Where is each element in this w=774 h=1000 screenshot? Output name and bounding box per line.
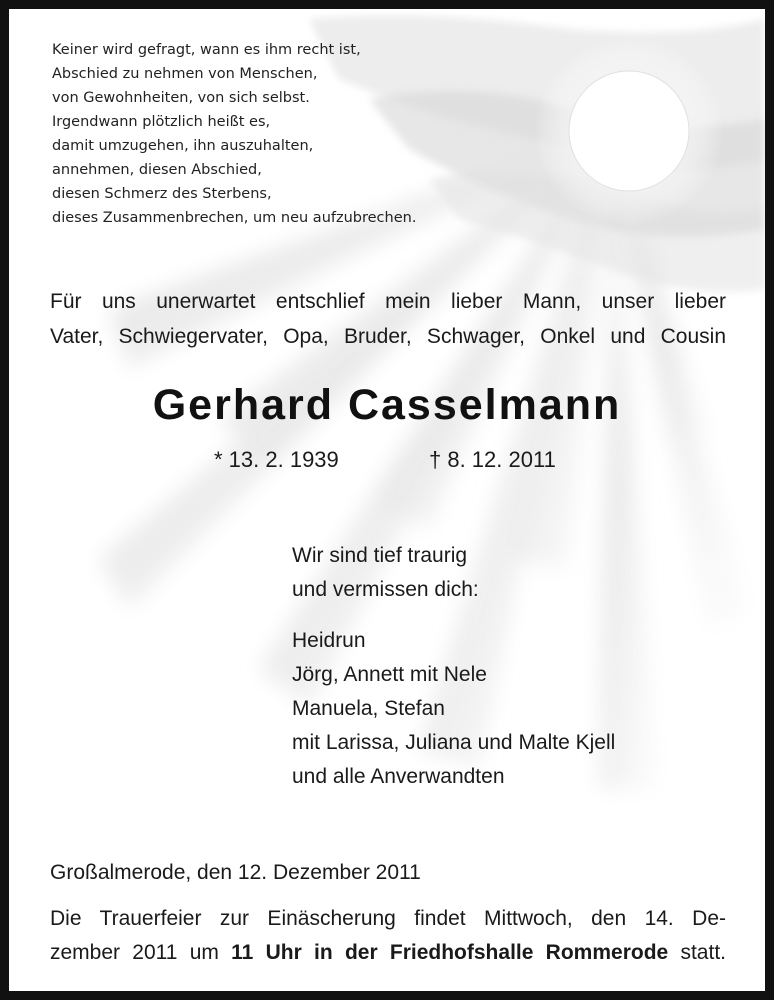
funeral-prefix: zember 2011 um [50, 941, 232, 964]
funeral-location: 11 Uhr in der Friedhofshalle Rommerode [231, 941, 669, 964]
announcement-intro [50, 284, 726, 354]
death-date: † 8. 12. 2011 [429, 447, 556, 472]
family-member: Heidrun [292, 629, 366, 652]
poem-line: von Gewohnheiten, von sich selbst. [52, 90, 310, 106]
intro-line: Für uns unerwartet entschlief mein lieber Mann, unser lieber [50, 290, 726, 313]
intro-line: Vater, Schwiegervater, Opa, Bruder, Schwager, Onkel und Cousin [50, 325, 726, 348]
poem-line: damit umzugehen, ihn auszuhalten, [52, 138, 314, 154]
family-member: und alle Anverwandten [292, 765, 505, 788]
funeral-info [50, 902, 726, 970]
funeral-suffix: statt. [668, 941, 726, 964]
grief-statement [292, 539, 732, 607]
grief-line: Wir sind tief traurig [292, 544, 468, 567]
birth-date: * 13. 2. 1939 [214, 447, 339, 472]
family-list [292, 624, 732, 794]
poem-line: annehmen, diesen Abschied, [52, 162, 262, 178]
poem [52, 38, 512, 230]
sun-disc [569, 71, 689, 191]
family-member: Manuela, Stefan [292, 697, 445, 720]
funeral-line: Die Trauerfeier zur Einäscherung findet Mittwoch, den 14. De- [50, 907, 726, 930]
family-member: mit Larissa, Juliana und Malte Kjell [292, 731, 616, 754]
poem-line: Abschied zu nehmen von Menschen, [52, 66, 318, 82]
poem-line: diesen Schmerz des Sterbens, [52, 186, 272, 202]
funeral-line [50, 936, 726, 970]
grief-line: und vermissen dich: [292, 578, 479, 601]
poem-line: Keiner wird gefragt, wann es ihm recht ist, [52, 42, 361, 58]
deceased-name: Gerhard Casselmann [152, 381, 622, 429]
poem-line: Irgendwann plötzlich heißt es, [52, 114, 271, 130]
place-and-date: Großalmerode, den 12. Dezember 2011 [50, 861, 421, 884]
poem-line: dieses Zusammenbrechen, um neu aufzubrechen. [52, 210, 417, 226]
family-member: Jörg, Annett mit Nele [292, 663, 487, 686]
